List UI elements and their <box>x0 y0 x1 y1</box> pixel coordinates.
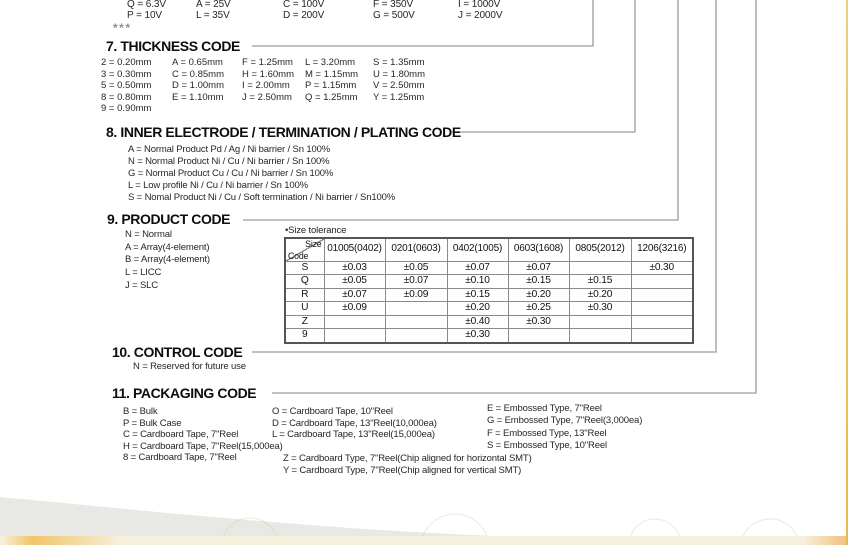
tolerance-cell: ±0.30 <box>508 315 569 329</box>
column-header: 0805(2012) <box>569 238 631 261</box>
code-item: E = 1.10mm <box>172 91 224 103</box>
tolerance-cell <box>385 329 447 343</box>
code-item: B = Bulk <box>123 406 158 417</box>
corner-label-code: Code <box>288 250 309 261</box>
code-item: 3 = 0.30mm <box>101 68 152 80</box>
tolerance-cell <box>385 302 447 316</box>
size-tolerance-table <box>284 237 694 344</box>
tolerance-cell: ±0.15 <box>447 288 508 302</box>
code-item: D = Cardboard Tape, 13"Reel(10,000ea) <box>272 417 437 429</box>
code-item: E = Embossed Type, 7"Reel <box>487 403 602 414</box>
voltage-code-list <box>127 0 502 22</box>
thickness-code-list <box>101 57 425 115</box>
footer-band <box>0 536 846 545</box>
code-item: O = Cardboard Tape, 10"Reel <box>272 406 393 417</box>
table-row <box>285 288 693 302</box>
code-item: H = 1.60mm <box>242 68 295 80</box>
code-item: 8 = 0.80mm <box>101 91 152 103</box>
section-title-thickness: 7. THICKNESS CODE <box>106 38 240 54</box>
code-item: S = Embossed Type, 10"Reel <box>487 440 607 452</box>
tolerance-cell <box>324 329 385 343</box>
band-gold-patch-right <box>806 536 846 545</box>
size-tolerance-label: •Size tolerance <box>285 225 347 236</box>
tolerance-cell <box>385 315 447 329</box>
row-code: Z <box>285 315 324 329</box>
control-code-list <box>133 361 246 373</box>
tolerance-cell: ±0.15 <box>569 275 631 289</box>
code-item: A = Normal Product Pd / Ag / Ni barrier / Sn 100% <box>128 144 331 155</box>
code-item: Z = Cardboard Type, 7"Reel(Chip aligned for horizontal SMT) <box>283 453 532 464</box>
code-item: F = Embossed Type, 13"Reel <box>487 427 607 439</box>
code-item: L = Low profile Ni / Cu / Ni barrier / Sn 100% <box>128 179 308 191</box>
corner-label-size: Size <box>305 239 322 249</box>
code-item: C = Cardboard Tape, 7"Reel <box>123 429 239 440</box>
table-row <box>285 261 693 275</box>
tolerance-cell <box>631 275 693 289</box>
column-header: 1206(3216) <box>631 238 693 261</box>
code-item: J = 2000V <box>458 9 503 21</box>
packaging-code-list-col2 <box>272 406 437 441</box>
code-item: J = 2.50mm <box>242 91 292 103</box>
tolerance-cell: ±0.20 <box>447 302 508 316</box>
code-item: G = 500V <box>373 9 415 21</box>
column-header: 0402(1005) <box>447 238 508 261</box>
tolerance-cell <box>569 261 631 275</box>
tolerance-cell: ±0.10 <box>447 275 508 289</box>
code-item: Q = 1.25mm <box>305 91 358 103</box>
tolerance-cell: ±0.09 <box>324 302 385 316</box>
tolerance-cell: ±0.03 <box>324 261 385 275</box>
code-item: U = 1.80mm <box>373 68 426 80</box>
tolerance-cell: ±0.15 <box>508 275 569 289</box>
code-item: N = Reserved for future use <box>133 361 246 372</box>
tolerance-cell <box>631 315 693 329</box>
code-item: 8 = Cardboard Tape, 7"Reel <box>123 452 237 463</box>
code-item: A = Array(4-element) <box>125 241 210 253</box>
code-item: N = Normal Product Ni / Cu / Ni barrier / Sn 100% <box>128 155 330 167</box>
tolerance-cell: ±0.05 <box>385 261 447 275</box>
tolerance-cell <box>569 329 631 343</box>
row-code: R <box>285 288 324 302</box>
code-item: G = Embossed Type, 7"Reel(3,000ea) <box>487 415 643 427</box>
section-title-electrode: 8. INNER ELECTRODE / TERMINATION / PLATING CODE <box>106 124 461 140</box>
code-item: P = 10V <box>127 9 162 21</box>
code-item: F = 350V <box>373 0 414 10</box>
tolerance-cell: ±0.30 <box>569 302 631 316</box>
code-item: J = SLC <box>125 279 159 291</box>
tolerance-cell <box>631 329 693 343</box>
tolerance-cell <box>324 315 385 329</box>
tolerance-cell: ±0.40 <box>447 315 508 329</box>
section-title-packaging: 11. PACKAGING CODE <box>112 385 257 401</box>
code-item: C = 0.85mm <box>172 68 225 80</box>
packaging-code-list-col2b <box>283 453 532 476</box>
tolerance-cell: ±0.30 <box>447 329 508 343</box>
code-item: L = 3.20mm <box>305 57 356 68</box>
table-corner-cell <box>285 238 324 261</box>
row-code: U <box>285 302 324 316</box>
code-item: I = 1000V <box>458 0 501 10</box>
code-item: P = Bulk Case <box>123 417 182 429</box>
code-item: M = 1.15mm <box>305 68 359 80</box>
code-item: S = Nomal Product Ni / Cu / Soft termination / Ni barrier / Sn100% <box>128 191 396 203</box>
code-item: Q = 6.3V <box>127 0 166 10</box>
table-row <box>285 275 693 289</box>
packaging-code-list-col3 <box>487 403 642 453</box>
code-item: L = 35V <box>196 9 230 21</box>
product-code-list <box>125 229 210 292</box>
code-item: B = Array(4-element) <box>125 254 210 266</box>
code-item: N = Normal <box>125 229 172 240</box>
tolerance-cell: ±0.07 <box>385 275 447 289</box>
code-item: Y = 1.25mm <box>373 91 425 103</box>
tolerance-cell: ±0.20 <box>508 288 569 302</box>
code-item: L = LICC <box>125 267 162 279</box>
band-gold-patch-left <box>4 536 116 545</box>
row-code: Q <box>285 275 324 289</box>
packaging-code-list-col1 <box>123 406 283 464</box>
code-item: F = 1.25mm <box>242 57 293 68</box>
tolerance-cell <box>508 329 569 343</box>
electrode-code-list <box>128 144 395 203</box>
code-item: A = 25V <box>196 0 231 10</box>
code-item: P = 1.15mm <box>305 80 357 91</box>
column-header: 01005(0402) <box>324 238 385 261</box>
tolerance-cell: ±0.20 <box>569 288 631 302</box>
tolerance-cell: ±0.05 <box>324 275 385 289</box>
tolerance-cell: ±0.30 <box>631 261 693 275</box>
code-item: C = 100V <box>283 0 325 10</box>
code-item: 9 = 0.90mm <box>101 103 152 114</box>
row-code: 9 <box>285 329 324 343</box>
table-row <box>285 329 693 343</box>
table-header-row <box>285 238 693 261</box>
section-title-product: 9. PRODUCT CODE <box>107 211 231 227</box>
tolerance-cell: ±0.07 <box>508 261 569 275</box>
code-item: A = 0.65mm <box>172 57 223 68</box>
code-item: Y = Cardboard Type, 7"Reel(Chip aligned for vertical SMT) <box>283 464 522 476</box>
code-item: G = Normal Product Cu / Cu / Ni barrier / Sn 100% <box>128 167 334 179</box>
table-row <box>285 302 693 316</box>
tolerance-cell <box>569 315 631 329</box>
table-row <box>285 315 693 329</box>
tolerance-cell: ±0.07 <box>447 261 508 275</box>
code-item: H = Cardboard Tape, 7"Reel(15,000ea) <box>123 440 283 452</box>
tolerance-cell: ±0.09 <box>385 288 447 302</box>
section-title-control: 10. CONTROL CODE <box>112 344 243 360</box>
row-code: S <box>285 261 324 275</box>
code-item: 2 = 0.20mm <box>101 57 152 68</box>
tolerance-cell <box>631 302 693 316</box>
column-header: 0201(0603) <box>385 238 447 261</box>
code-item: V = 2.50mm <box>373 80 425 91</box>
tolerance-cell: ±0.07 <box>324 288 385 302</box>
code-item: 5 = 0.50mm <box>101 80 152 91</box>
code-item: D = 200V <box>283 9 325 21</box>
code-item: D = 1.00mm <box>172 80 225 91</box>
code-item: I = 2.00mm <box>242 80 290 91</box>
tolerance-cell <box>631 288 693 302</box>
code-item: L = Cardboard Tape, 13"Reel(15,000ea) <box>272 429 435 440</box>
page-right-gold-border <box>846 0 848 545</box>
tolerance-cell: ±0.25 <box>508 302 569 316</box>
column-header: 0603(1608) <box>508 238 569 261</box>
code-item: S = 1.35mm <box>373 57 425 68</box>
footnote-stars: *** <box>113 21 132 35</box>
swoosh-shape <box>0 497 485 536</box>
